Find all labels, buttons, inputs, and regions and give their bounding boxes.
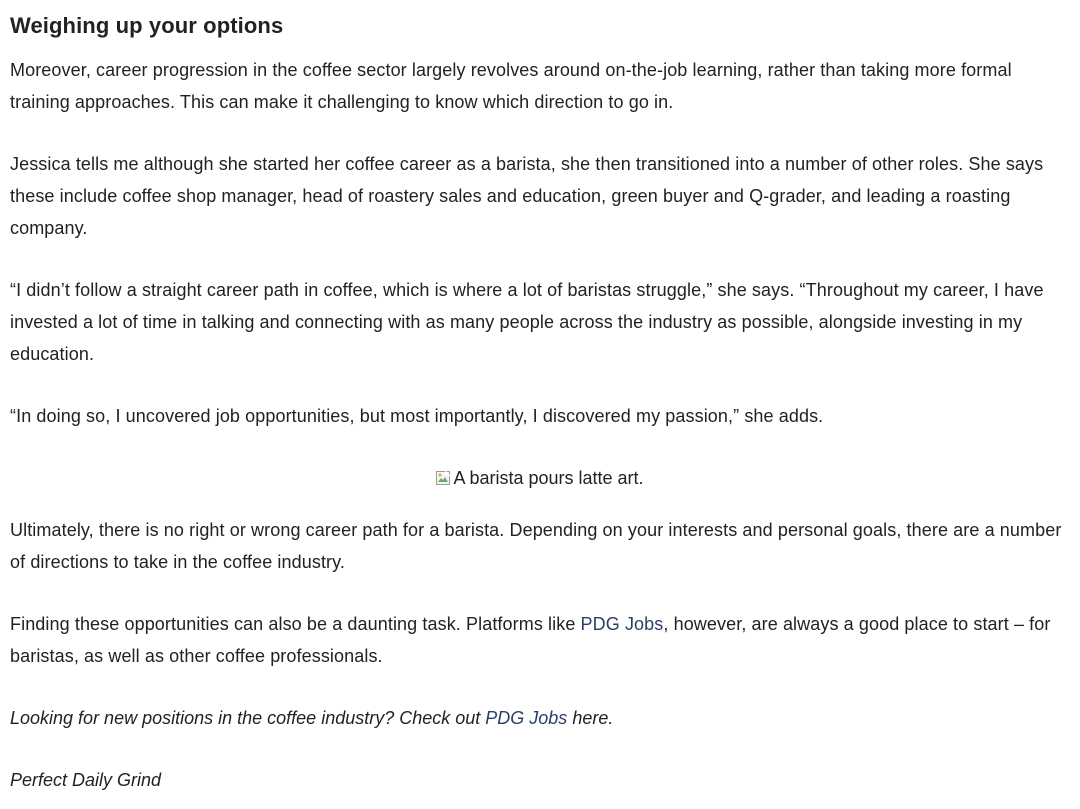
broken-image-icon bbox=[436, 471, 450, 485]
paragraph-career-progression: Moreover, career progression in the coffee sector largely revolves around on-the-job learning, rather than taking more formal training approaches. This can make it challenging to know which direction to go in. bbox=[10, 60, 1012, 112]
paragraph-quote-career-path: “I didn’t follow a straight career path in coffee, which is where a lot of baristas struggle,” she says. “Throughout my career, I have invested a lot of time in talking and connecting with as many people across the industry as possible, alongside investing in my education. bbox=[10, 280, 1044, 364]
cta-text-after: here. bbox=[567, 708, 614, 728]
article-image bbox=[10, 462, 1070, 494]
pdg-jobs-link[interactable]: PDG Jobs bbox=[580, 614, 664, 634]
paragraph-jessica-roles: Jessica tells me although she started her coffee career as a barista, she then transitioned into a number of other roles. She says these include coffee shop manager, head of roastery sales and education, green buyer and Q-grader, and leading a roasting company. bbox=[10, 154, 1044, 238]
cta-pdg-jobs-link[interactable]: PDG Jobs bbox=[485, 708, 568, 728]
section-heading: Weighing up your options bbox=[10, 13, 284, 38]
cta-paragraph bbox=[10, 702, 1070, 734]
paragraph-no-right-path: Ultimately, there is no right or wrong career path for a barista. Depending on your interests and personal goals, there are a number of directions to take in the coffee industry. bbox=[10, 520, 1062, 572]
platforms-text-before: Finding these opportunities can also be a daunting task. Platforms like bbox=[10, 614, 581, 634]
image-alt-text: A barista pours latte art. bbox=[453, 468, 644, 488]
author-signature: Perfect Daily Grind bbox=[10, 770, 162, 790]
paragraph-quote-passion: “In doing so, I uncovered job opportunities, but most importantly, I discovered my passion,” she adds. bbox=[10, 406, 824, 426]
platforms-text-after: , however, are always a good place to start – for baristas, as well as other coffee professionals. bbox=[10, 614, 1051, 666]
cta-text-before: Looking for new positions in the coffee industry? Check out bbox=[10, 708, 486, 728]
paragraph-platforms bbox=[10, 608, 1070, 672]
